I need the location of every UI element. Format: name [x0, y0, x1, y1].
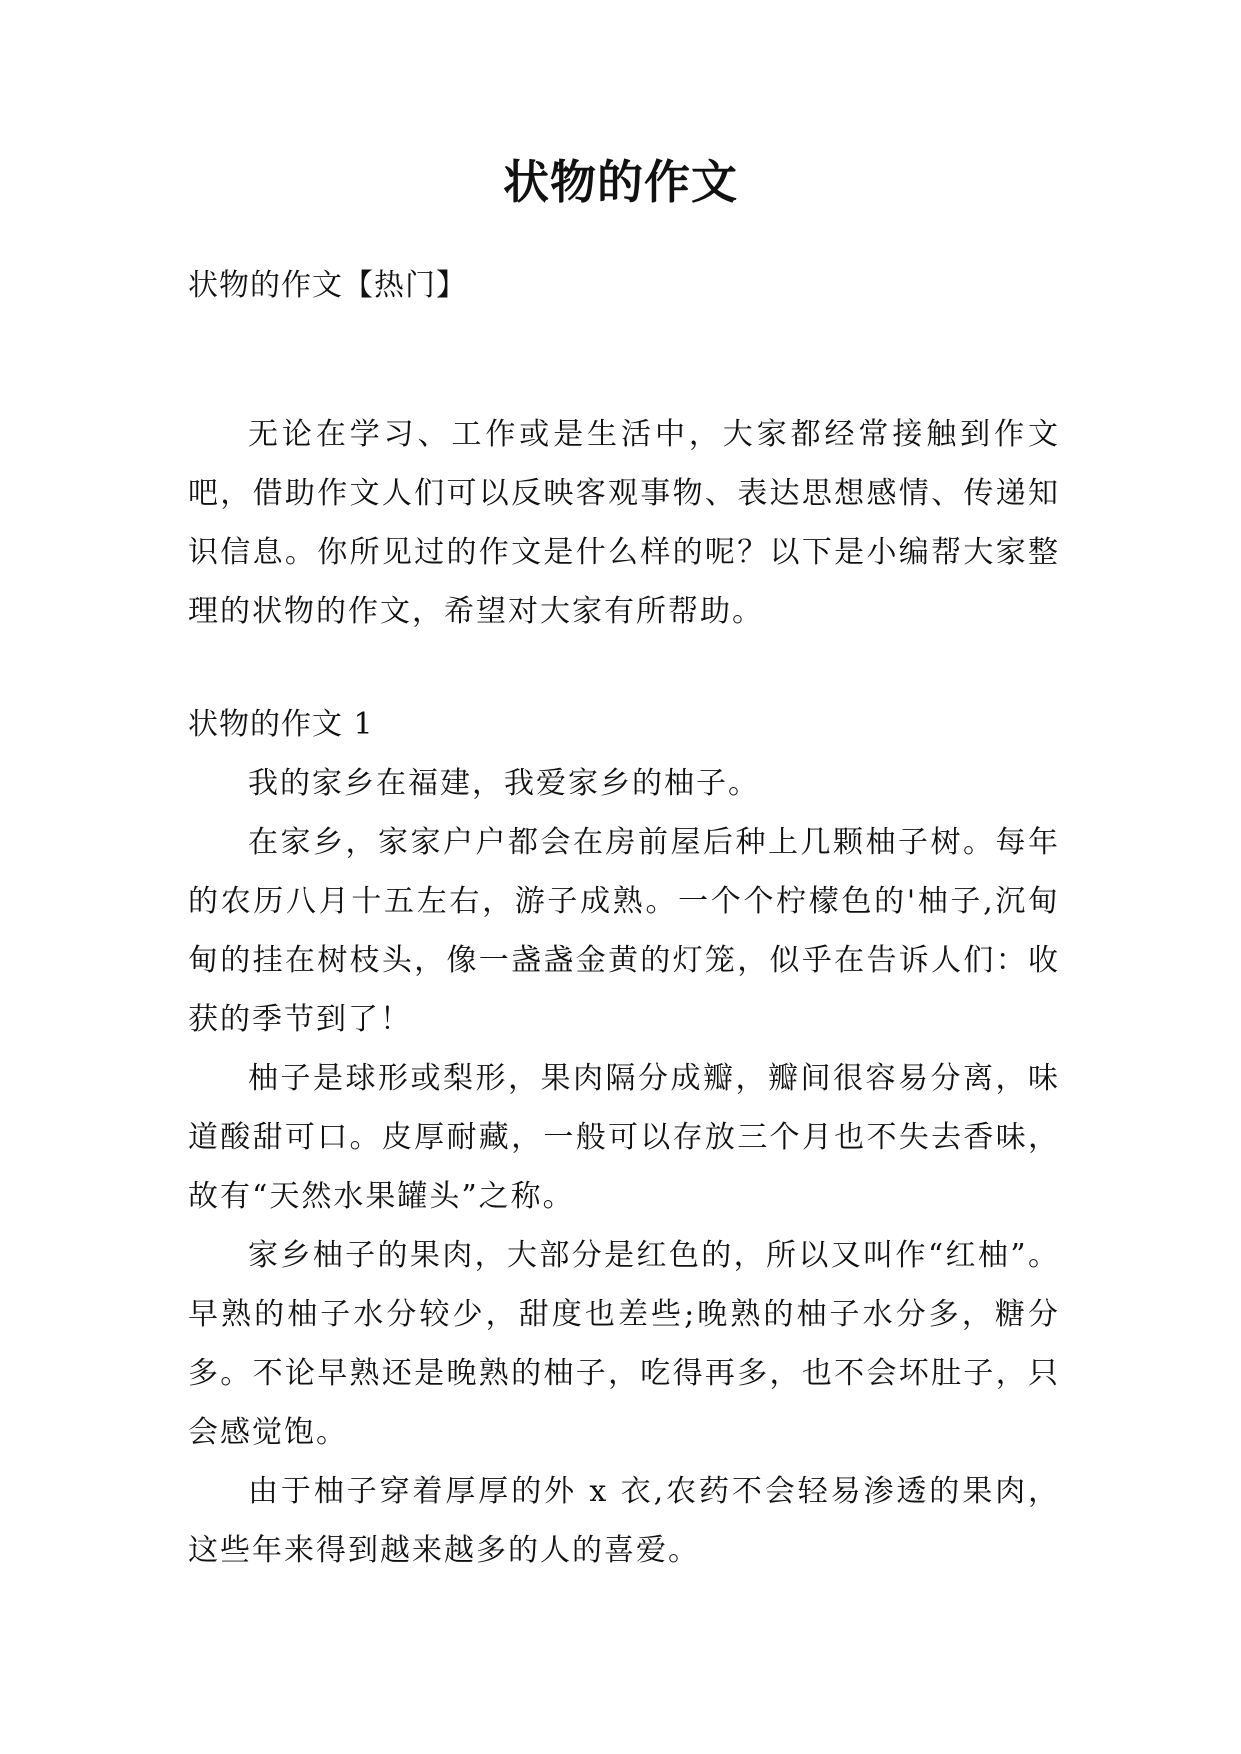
essay-paragraph-1: 我的家乡在福建，我爱家乡的柚子。 — [248, 766, 760, 801]
intro-paragraph: 无论在学习、工作或是生活中，大家都经常接触到作文吧，借助作文人们可以反映客观事物、表达思想感情、传递知识信息。你所见过的作文是什么样的呢？以下是小编帮大家整理的状物的作文，希望对大家有所帮助。 — [188, 417, 1060, 629]
document-subtitle: 状物的作文【热门】 — [188, 268, 467, 303]
document-title: 状物的作文 — [503, 155, 738, 209]
intro-block — [188, 405, 1060, 641]
section-heading: 状物的作文 1 — [188, 707, 374, 742]
essay-paragraph-3: 柚子是球形或梨形，果肉隔分成瓣，瓣间很容易分离，味道酸甜可口。皮厚耐藏，一般可以存放三个月也不失去香味，故有“天然水果罐头”之称。 — [188, 1061, 1060, 1214]
essay-paragraph-5: 由于柚子穿着厚厚的外 x 衣,农药不会轻易渗透的果肉，这些年来得到越来越多的人的喜爱。 — [188, 1474, 1060, 1568]
essay-paragraph-2: 在家乡，家家户户都会在房前屋后种上几颗柚子树。每年的农历八月十五左右，游子成熟。一个个柠檬色的'柚子,沉甸甸的挂在树枝头，像一盏盏金黄的灯笼，似乎在告诉人们：收获的季节到了！ — [188, 825, 1060, 1037]
essay-body — [188, 754, 1060, 1580]
essay-paragraph-4: 家乡柚子的果肉，大部分是红色的，所以又叫作“红柚”。早熟的柚子水分较少，甜度也差些;晚熟的柚子水分多，糖分多。不论早熟还是晚熟的柚子，吃得再多，也不会坏肚子，只会感觉饱。 — [188, 1238, 1060, 1450]
